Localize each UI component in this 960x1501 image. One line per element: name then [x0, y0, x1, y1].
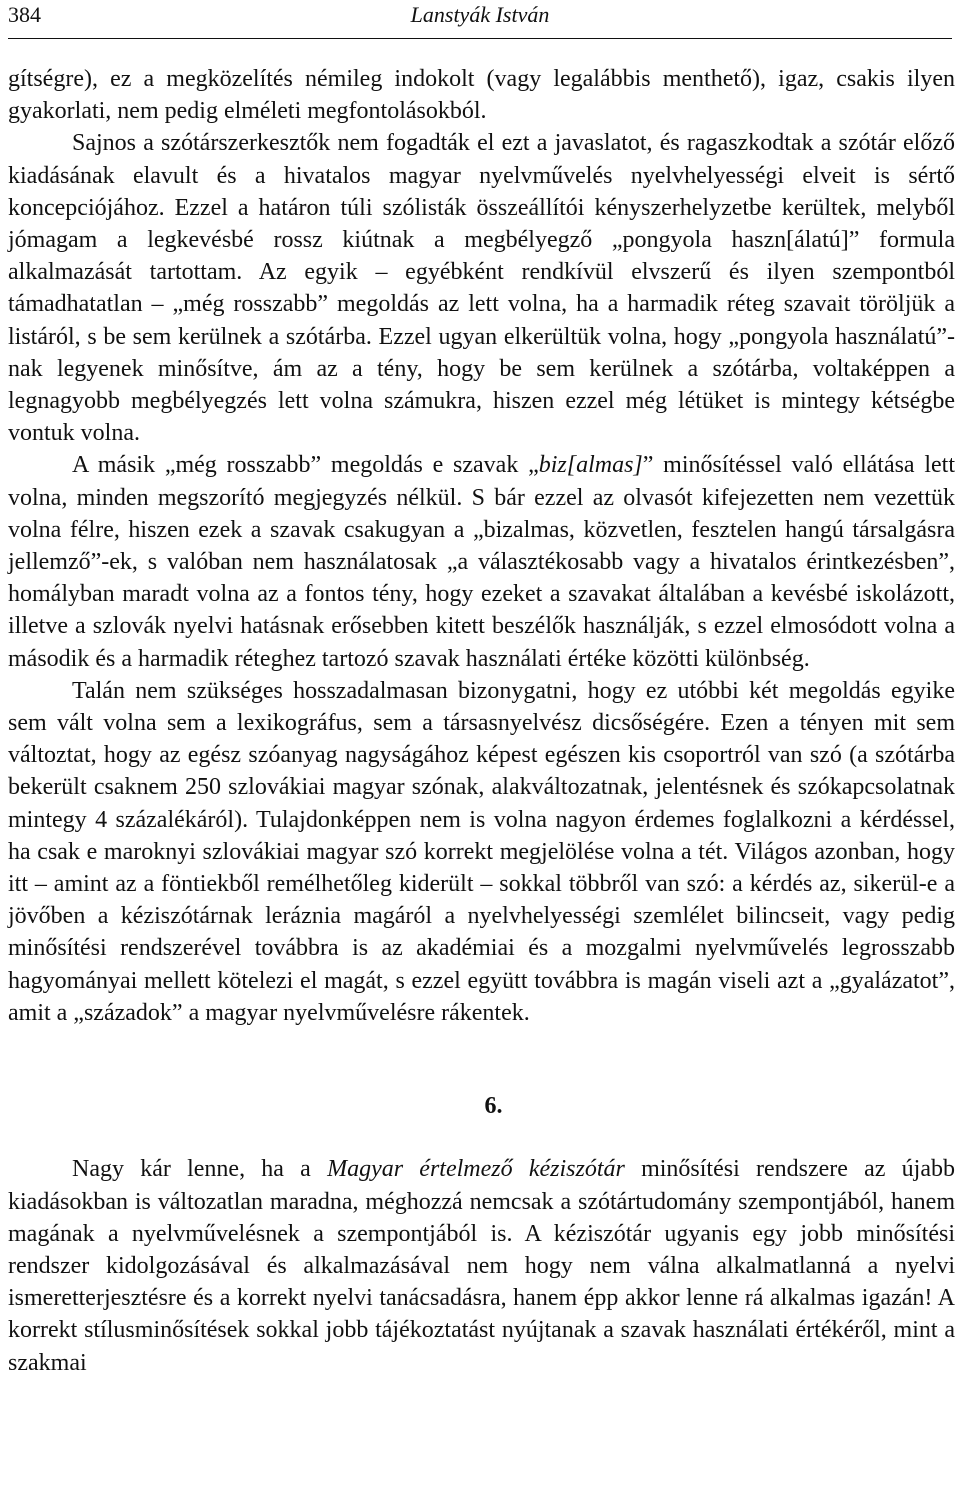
page-number: 384	[8, 2, 41, 27]
paragraph-editors-decision: Sajnos a szótárszerkesztők nem fogadták el ezt a javaslatot, és ragaszkodtak a szótár előző kiadásának elavult és a hivatalos magyar nyelvművelés nyelvhelyességi elveit is sértő koncepciójához. Ezzel a határon túli szólisták összeállítói kényszerhelyzetbe kerültek, melyből jómagam a legkevésbé rossz kiútnak a megbélyegző „pongyola haszn[álatú]” formula alkalmazását tartottam. Az egyik – egyébként rendkívül elvszerű és ilyen szempontból támadhatatlan – „még rosszabb” megoldás az lett volna, ha a harmadik réteg szavait töröljük a listáról, s be sem kerülnek a szótárba. Ezzel ugyan elkerültük volna, hogy „pongyola használatú”-nak legyenek minősítve, ám az a tény, hogy be sem kerülnek a szótárba, voltaképpen a legnagyobb megbélyegzés lett volna számukra, hiszen ezzel még létüket is mintegy kétségbe vontuk volna.	[8, 130, 955, 447]
paragraph-continuation: gítségre), ez a megközelítés némileg indokolt (vagy legalábbis menthető), igaz, csakis ilyen gyakorlati, nem pedig elméleti megfontolásokból.	[8, 66, 955, 125]
paragraph-section-six-text-end: minősítési rendszere az újabb kiadásokban is változatlan maradna, méghozzá nemcsak a szótártudomány szempontjából, hanem magának a nyelvművelésnek a szempontjából is. A kéziszótár ugyanis egy jobb minősítési rendszer kidolgozásával és alkalmazásával nem hogy nem válna alkalmatlanná a nyelvi ismeretterjesztésre és a korrekt nyelvi tanácsadásra, hanem épp akkor lenne rá alkalmas igazán! A korrekt stílusminősítések sokkal jobb tájékoztatást nyújtanak a szavak használati értékéről, mint a szakmai	[8, 1156, 956, 1376]
paragraph-argument: Talán nem szükséges hosszadalmasan bizonygatni, hogy ez utóbbi két megoldás egyike sem vált volna sem a lexikográfus, sem a társasnyelvész dicsőségére. Ezen a tényen mit sem változtat, hogy az egész szóanyag nagyságához képest egészen kis csoportról van szó (a szótárba bekerült csaknem 250 szlovákiai magyar szónak, alakváltozatnak, jelentésnek és szókapcsolatnak mintegy 4 százalékáról). Tulajdonképpen nem is volna nagyon érdemes foglalkozni a kérdéssel, ha csak e maroknyi szlovákiai magyar szó korrekt megjelölése volna a tét. Világos azonban, hogy itt – amint az a föntiekből remélhetőleg kiderült – sokkal többről van szó: a kérdés az, sikerül-e a jövőben a kéziszótárnak leráznia magáról a nyelvhelyességi szemlélet bilincseit, vagy pedig minősítési rendszerével továbbra is az akadémiai és a mozgalmi nyelvművelés legrosszabb hagyományai mellett kötelezi el magát, s ezzel együtt továbbra is magán viseli azt a „gyalázatot”, amit a „századok” a magyar nyelvművelésre rákentek.	[8, 677, 955, 1026]
italic-dictionary-title: Magyar értelmező kéziszótár	[327, 1156, 625, 1183]
paragraph-other-solution-text-end: ” minősítéssel való ellátása lett volna, minden megszorító megjegyzés nélkül. S bár ezzel az olvasót kifejezetten nem vezettük volna félre, hiszen ezek a szavak csakugyan a „bizalmas, közvetlen, fesztelen hangú társalgásra jellemző”-ek, s valóban nem használatosak „a választékosabb vagy a hivatalos érintkezésben”, homályban maradt volna az a fontos tény, hogy ezeket a szavakat általában a kevésbé iskolázott, illetve a szlovák nyelvi hatásnak erősebben kitett beszélők használják, s ezzel elmosódott volna a második és a harmadik réteghez tartozó szavak használati értéke közötti különbség.	[8, 452, 955, 672]
italic-term-biz: biz[almas]	[538, 452, 643, 479]
section-number: 6.	[484, 1093, 503, 1120]
paragraph-section-six	[8, 1153, 955, 1378]
body-text	[8, 63, 955, 1379]
paragraph-section-six-text-start: Nagy kár lenne, ha a	[72, 1156, 328, 1183]
paragraph-other-solution	[8, 449, 955, 674]
paragraph-other-solution-text-start: A másik „még rosszabb” megoldás e szavak „	[72, 452, 539, 479]
running-title-author: Lanstyák István	[410, 2, 550, 27]
running-header	[8, 0, 952, 39]
